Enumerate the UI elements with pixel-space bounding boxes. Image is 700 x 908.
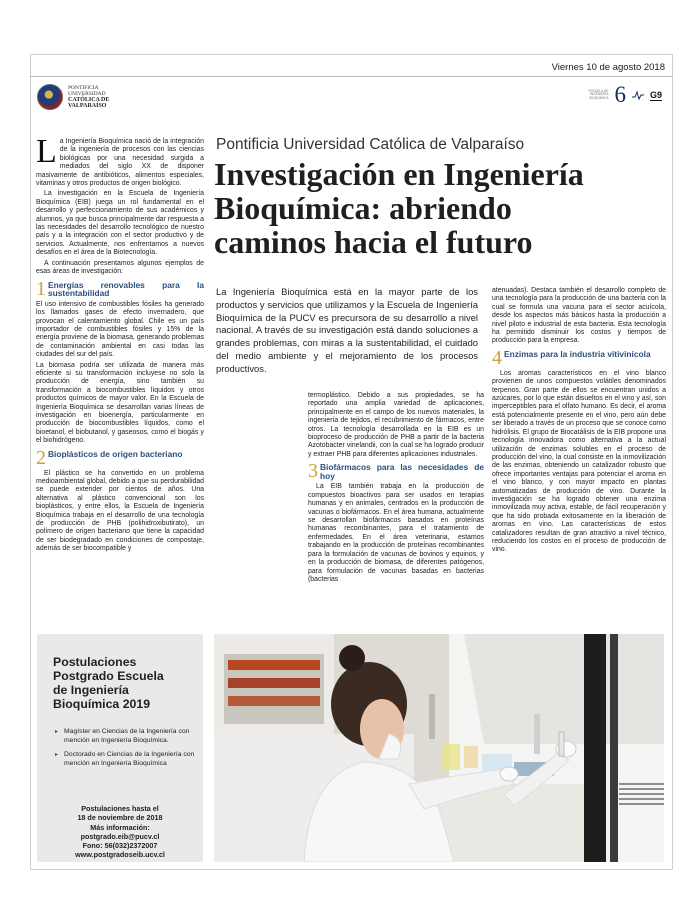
drop-cap: L [36,133,57,170]
lab-researcher-illustration [214,634,664,862]
issue-date: Viernes 10 de agosto 2018 [551,62,665,73]
header-rule [30,76,673,77]
lab-photo [214,634,664,862]
section-title: Energías renovables para la sustentabilidad [48,279,204,299]
program-label: Magíster en Ciencias de la Ingeniería con mención en Ingeniería Bioquímica. [64,728,190,744]
section-heading-1 [36,277,204,300]
pucv-logo-text [68,85,109,109]
body-paragraph: El uso intensivo de combustibles fósiles ha generado los llamados gases de efecto invernadero, que provocan el calentamiento global. Chile es un país importador de combustibles fósiles y 15% de la energía proviene de la biomasa, generando problemas de contaminación ambiental en casi todas las ciudades del sur del país. [36,300,204,359]
headline-line: Bioquímica: abriendo [214,190,512,226]
body-paragraph: A continuación presentamos algunos ejemplos de esas áreas de investigación: [36,259,204,276]
contact-line: Más información: [90,822,150,832]
headline-line: caminos hacia el futuro [214,224,533,260]
promo-title-line: Postgrado Escuela [53,669,164,683]
article-headline [214,157,674,259]
program-item [55,728,197,745]
postgrado-promo-box [37,634,203,862]
promo-contact [37,804,203,860]
section-number: 2 [36,446,46,469]
pucv-logo [37,84,109,110]
intro-text: a Ingeniería Bioquímica nació de la integración de la ingeniería de procesos con las ciencias biológicas por una necesidad surgida a mediados del siglo XX de disponer masivamente de antibióticos, alimentos especiales, vitaminas y otros productos de origen biológico. [36,138,204,188]
section-number: 4 [492,346,502,369]
section-title: Enzimas para la industria vitivinícola [504,348,651,359]
body-paragraph: El plástico se ha convertido en un problema medioambiental global, debido a que su perdurabilidad se puede extender por cientos de años. Una alternativa al plástico convencional son los bioplásticos, y entre ellos, la Escuela de Ingeniería Bioquímica trabaja en el desarrollo de una tecnología de producción de PHB (polihidroxibutirato), un polímero de origen bacteriano que tiene la capacidad de ser biodegradado en condiciones de compostaje, además de ser biocompatible y [36,469,204,553]
school-logo-text: ESCUELA DE INGENIERÍA BIOQUÍMICA [588,88,609,100]
section-title: Bioplásticos de origen bacteriano [48,448,183,459]
headline-line: Investigación en Ingeniería [214,156,584,192]
body-paragraph: atenuadas). Destaca también el desarrollo completo de una tecnología para la producción de una bacteria con la cual se formula una vacuna para el sector acuícola, desde los aspectos más básicos hasta la producción a nivel piloto e industrial de esta bacteria. Esta tecnología ha permitido disminuir los costos y tiempos de producción para la empresa. [492,287,666,345]
program-label: Doctorado en Ciencias de la Ingeniería con mención en Ingeniería Bioquímica [64,751,195,767]
promo-title-line: de Ingeniería [53,683,129,697]
logo-line: PONTIFICIA [68,85,99,91]
logo-line: CATÓLICA DE [68,97,110,103]
body-paragraph: La investigación en la Escuela de Ingeniería Bioquímica (EIB) juega un rol fundamental en el desarrollo y perfeccionamiento de sus académicos y alumnos, ya que busca principalmente dar respuesta a las necesidades del desarrollo tecnológico de nuestro país y a la integración con el sector productivo y de servicios. Actualmente, nos enfrentamos a nuevos desafíos en el área de la Biotecnología. [36,190,204,257]
section-number: 3 [308,460,318,483]
section-title: Biofármacos para las necesidades de hoy [320,462,484,481]
body-paragraph: Los aromas característicos en el vino blanco provienen de unos compuestos volátiles denominados terpenos. Gran parte de ellos se encuentran unidos a azúcares, por lo que están disueltos en el vino y así, son imperceptibles para el olfato humano. Es decir, el aroma está potencialmente presente en el vino, pero aún debe ser liberado a través de un proceso que se conoce como hidrólisis. El grupo de Biocatálisis de la EIB propone una tecnología innovadora como alternativa a la actual utilización de enzimas solubles en el proceso de producción del vino, la cual consiste en la inmovilización de las enzimas, obteniendo un catalizador robusto que ofrece importantes ventajas para potenciar el aroma en el vino blanco, y con mayor impacto en plantas automatizadas de producción de vino. Durante la investigación se ha logrado obtener una enzima inmovilizada muy activa, estable, de fácil recuperación y que ha sido probada exitosamente en la liberación de aromas en vino. Las características de estos catalizadores resultan de gran atractivo a nivel técnico, reduciendo los costos en el proceso de producción de vino. [492,369,666,554]
promo-title-line: Bioquímica 2019 [53,697,151,711]
contact-email: postgrado.eib@pucv.cl [80,831,160,841]
logo-line: VALPARAÍSO [68,103,107,109]
caret-right-icon: ▸ [55,729,59,735]
contact-website: www.postgradoseib.ucv.cl [75,850,165,860]
caret-right-icon: ▸ [55,752,59,759]
anniversary-logo: 6 [614,82,626,107]
section-number: 1 [36,277,46,300]
university-seal-icon [37,84,63,110]
body-paragraph: La EIB también trabaja en la producción de compuestos bioactivos para ser usados en terapias humanas y en animales, centrados en la producción de vacunas o biofármacos. En el área humana, actualmente se desarrollan biofármacos basados en proteínas humanas recombinantes, para el tratamiento de enfermedades. En el área veterinaria, estamos trabajando en la producción de proteínas recombinantes para la formulación de vacunas de bovinos y equinos, y en la producción de biomasa, de diferentes patógenos, para formulación de vacunas basadas en bacterias (bacterias [308,483,484,583]
promo-title [53,655,199,711]
program-item [55,751,197,768]
contact-line: 18 de noviembre de 2018 [77,813,163,823]
section-heading-4 [492,346,666,369]
article-lead: La Ingeniería Bioquímica está en la mayor parte de los productos y servicios que utilizamos y la Escuela de Ingeniería Bioquímica de la PUCV es precursora de su desarrollo a nivel nacional. A través de su investigación está dando soluciones a grandes problemas, con miras a la sustentabilidad, el cuidado del medio ambiente y el mejoramiento de los procesos productivos. [216,286,478,374]
body-paragraph: La biomasa podría ser utilizada de manera más eficiente si su transformación incluyese no solo la producción de energía, sino también su transformación a biocombustibles líquidos y otros productos químicos de mayor valor. En la Escuela de Ingeniería Bioquímica se desarrollan varias líneas de investigación en bioenergía, particularmente en producción de biocombustibles líquidos, como el bioetanol, el biobutanol, y gaseosos, como el biogás y el biohidrógeno. [36,361,204,445]
school-logos [582,84,662,106]
body-paragraph: termoplástico. Debido a sus propiedades, se ha reportado una amplia variedad de aplicaciones, principalmente en el campo de los nuevos materiales, la ingeniería de tejidos, el recubrimiento de fármacos, entre otros. La tecnología desarrollada en la EIB es un bioproceso de producción de PHB a partir de la bacteria Azotobacter vinelandii, con la cual se ha logrado producir y extraer PHB para diferentes aplicaciones industriales. [308,392,484,458]
contact-line: Postulaciones hasta el [81,804,159,813]
program-list [55,728,197,774]
contact-phone: Fono: 56(032)2372007 [82,841,158,851]
section-heading-2 [36,446,204,469]
article-kicker: Pontificia Universidad Católica de Valparaíso [216,136,525,153]
promo-title-line: Postulaciones [53,655,137,669]
article-column-2 [308,392,484,586]
section-heading-3 [308,460,484,483]
intro-paragraph [36,133,204,188]
pulse-icon [632,90,644,100]
logo-line: UNIVERSIDAD [68,91,106,97]
article-column-3 [492,287,666,557]
article-column-1 [36,133,204,556]
g9-logo: G9 [649,89,662,100]
